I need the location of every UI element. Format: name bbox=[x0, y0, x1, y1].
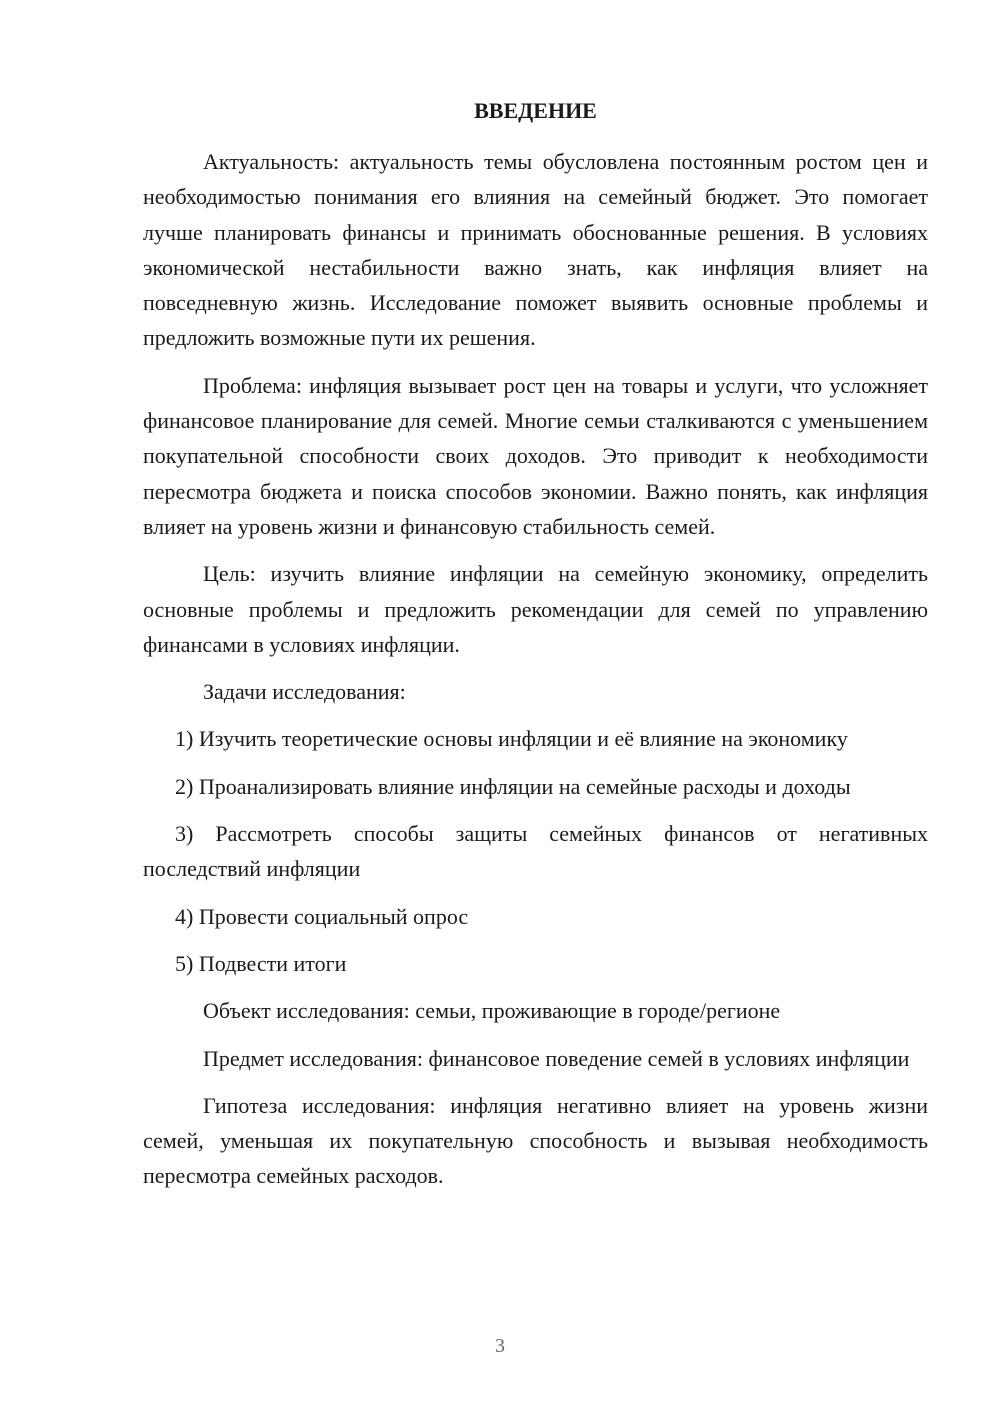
task-item-5: 5) Подвести итоги bbox=[175, 950, 347, 976]
task-item-2: 2) Проанализировать влияние инфляции на семейные расходы и доходы bbox=[175, 773, 851, 799]
paragraph-goal: Цель: изучить влияние инфляции на семейную экономику, определить основные проблемы и предложить рекомендации для семей по управлению финансами в условиях инфляции. bbox=[143, 561, 928, 657]
task-item-4: 4) Провести социальный опрос bbox=[175, 903, 469, 929]
paragraph-object: Объект исследования: семьи, проживающие в городе/регионе bbox=[203, 998, 781, 1024]
paragraph-relevance: Актуальность: актуальность темы обусловлена постоянным ростом цен и необходимостью понимания его влияния на семейный бюджет. Это помогает лучше планировать финансы и принимать обоснованные решения. В условиях экономической нестабильности важно знать, как инфляция влияет на повседневную жизнь. Исследование поможет выявить основные проблемы и предложить возможные пути их решения. bbox=[143, 149, 928, 351]
page-content bbox=[143, 95, 928, 1194]
task-item-1: 1) Изучить теоретические основы инфляции и её влияние на экономику bbox=[175, 726, 848, 752]
task-item-3: 3) Рассмотреть способы защиты семейных финансов от негативных последствий инфляции bbox=[143, 821, 928, 882]
paragraph-problem: Проблема: инфляция вызывает рост цен на товары и услуги, что усложняет финансовое планирование для семей. Многие семьи сталкиваются с уменьшением покупательной способности своих доходов. Это приводит к необходимости пересмотра бюджета и поиска способов экономии. Важно понять, как инфляция влияет на уровень жизни и финансовую стабильность семей. bbox=[143, 372, 928, 539]
page-number: 3 bbox=[495, 1335, 505, 1357]
paragraph-hypothesis: Гипотеза исследования: инфляция негативно влияет на уровень жизни семей, уменьшая их покупательную способность и вызывая необходимость пересмотра семейных расходов. bbox=[143, 1092, 928, 1189]
page-title: ВВЕДЕНИЕ bbox=[474, 98, 597, 123]
paragraph-subject: Предмет исследования: финансовое поведение семей в условиях инфляции bbox=[203, 1045, 910, 1071]
tasks-heading: Задачи исследования: bbox=[203, 679, 406, 705]
